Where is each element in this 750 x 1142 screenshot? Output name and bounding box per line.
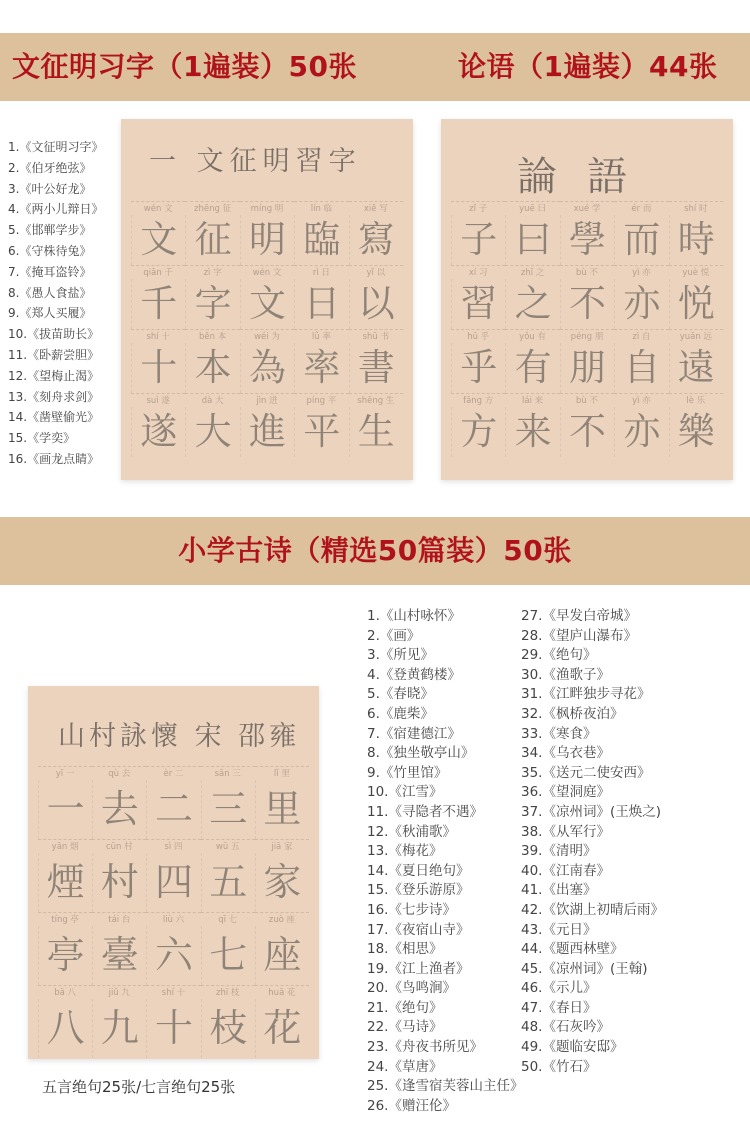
pinyin-label: xiě 写 — [349, 201, 403, 215]
pinyin-label: lǐ 里 — [255, 766, 309, 780]
poem-caption: 五言绝句25张/七言绝句25张 — [42, 1078, 236, 1096]
list-item: 24.《草唐》 — [367, 1058, 443, 1075]
list-item: 18.《相思》 — [367, 941, 443, 958]
character-cell — [38, 985, 92, 1058]
tracing-character: 二 — [146, 780, 200, 839]
tracing-character: 三 — [201, 780, 255, 839]
character-cell — [451, 265, 505, 329]
list-item: 16.《画龙点睛》 — [8, 451, 100, 466]
tracing-character: 遂 — [131, 407, 185, 457]
list-item: 20.《鸟鸣涧》 — [367, 980, 456, 997]
character-cell — [185, 265, 239, 329]
tracing-character: 方 — [451, 407, 505, 457]
character-cell — [201, 985, 255, 1058]
pinyin-label: zǐ 子 — [451, 201, 505, 215]
character-cell — [92, 912, 146, 985]
pinyin-label: suì 遂 — [131, 393, 185, 407]
list-item: 34.《乌衣巷》 — [521, 745, 610, 762]
tracing-character: 五 — [201, 853, 255, 912]
list-item: 12.《秋浦歌》 — [367, 823, 456, 840]
pinyin-label: zhēng 征 — [185, 201, 239, 215]
tracing-character: 臨 — [294, 215, 348, 265]
pinyin-label: xí 习 — [451, 265, 505, 279]
pinyin-label: wǔ 五 — [201, 839, 255, 853]
character-cell — [614, 329, 668, 393]
character-cell — [349, 265, 403, 329]
list-item: 44.《题西林壁》 — [521, 941, 624, 958]
tracing-character: 村 — [92, 853, 146, 912]
character-cell — [185, 329, 239, 393]
character-cell — [201, 839, 255, 912]
character-cell — [131, 201, 185, 265]
character-cell — [131, 265, 185, 329]
list-item: 7.《掩耳盗铃》 — [8, 264, 92, 279]
pinyin-label: huā 花 — [255, 985, 309, 999]
list-item: 8.《独坐敬亭山》 — [367, 745, 475, 762]
tracing-character: 生 — [349, 407, 403, 457]
tracing-character: 而 — [614, 215, 668, 265]
tracing-character: 學 — [560, 215, 614, 265]
tracing-character: 平 — [294, 407, 348, 457]
pinyin-label: yī 一 — [38, 766, 92, 780]
character-cell — [560, 329, 614, 393]
pinyin-label: liù 六 — [146, 912, 200, 926]
list-item: 13.《梅花》 — [367, 843, 443, 860]
character-cell — [294, 201, 348, 265]
tracing-character: 亦 — [614, 279, 668, 329]
character-cell — [240, 393, 294, 457]
pinyin-label: shí 时 — [669, 201, 723, 215]
character-cell — [505, 329, 559, 393]
list-item: 49.《题临安邸》 — [521, 1039, 624, 1056]
character-cell — [185, 393, 239, 457]
sheet-title: 一 文征明習字 — [149, 146, 362, 177]
character-cell — [451, 393, 505, 457]
pinyin-label: yì 亦 — [614, 265, 668, 279]
poem-practice-sheet — [28, 686, 319, 1059]
character-cell — [669, 201, 723, 265]
list-item: 50.《竹石》 — [521, 1058, 597, 1075]
pinyin-label: yuè 悦 — [669, 265, 723, 279]
pinyin-label: qiān 千 — [131, 265, 185, 279]
list-item: 37.《凉州词》(王焕之) — [521, 803, 662, 820]
poem-list-column-2 — [521, 607, 664, 1077]
character-cell — [240, 201, 294, 265]
list-item: 3.《所见》 — [367, 647, 434, 664]
tracing-character: 之 — [505, 279, 559, 329]
tracing-character: 来 — [505, 407, 559, 457]
pinyin-label: péng 朋 — [560, 329, 614, 343]
list-item: 10.《江雪》 — [367, 784, 443, 801]
tracing-character: 有 — [505, 343, 559, 393]
tracing-character: 乎 — [451, 343, 505, 393]
list-item: 42.《饮湖上初晴后雨》 — [521, 901, 664, 918]
tracing-character: 文 — [131, 215, 185, 265]
tracing-character: 本 — [185, 343, 239, 393]
pinyin-label: xué 学 — [560, 201, 614, 215]
poem-list-column-1 — [367, 607, 523, 1116]
character-cell — [294, 329, 348, 393]
character-grid — [38, 766, 309, 1058]
list-item: 6.《守株待兔》 — [8, 243, 92, 258]
tracing-character: 八 — [38, 999, 92, 1058]
lunyu-banner-title: 论语（1遍装）44张 — [458, 50, 718, 83]
pinyin-label: míng 明 — [240, 201, 294, 215]
list-item: 5.《春晓》 — [367, 686, 434, 703]
banner-top — [0, 33, 750, 101]
pinyin-label: yì 亦 — [614, 393, 668, 407]
poems-banner-title: 小学古诗（精选50篇装）50张 — [178, 534, 572, 567]
character-cell — [349, 201, 403, 265]
pinyin-label: zì 字 — [185, 265, 239, 279]
character-cell — [92, 766, 146, 839]
pinyin-label: jìn 进 — [240, 393, 294, 407]
character-cell — [294, 265, 348, 329]
character-cell — [146, 985, 200, 1058]
list-item: 3.《叶公好龙》 — [8, 181, 92, 196]
tracing-character: 文 — [240, 279, 294, 329]
character-cell — [38, 766, 92, 839]
pinyin-label: shēng 生 — [349, 393, 403, 407]
list-item: 25.《逢雪宿芙蓉山主任》 — [367, 1078, 524, 1095]
pinyin-label: cūn 村 — [92, 839, 146, 853]
tracing-character: 率 — [294, 343, 348, 393]
character-cell — [560, 265, 614, 329]
list-item: 32.《枫桥夜泊》 — [521, 705, 624, 722]
list-item: 28.《望庐山瀑布》 — [521, 627, 637, 644]
tracing-character: 座 — [255, 926, 309, 985]
tracing-character: 為 — [240, 343, 294, 393]
tracing-character: 自 — [614, 343, 668, 393]
list-item: 21.《绝句》 — [367, 999, 443, 1016]
character-cell — [92, 839, 146, 912]
pinyin-label: lǜ 率 — [294, 329, 348, 343]
tracing-character: 朋 — [560, 343, 614, 393]
tracing-character: 不 — [560, 407, 614, 457]
character-cell — [255, 839, 309, 912]
tracing-character: 十 — [131, 343, 185, 393]
tracing-character: 十 — [146, 999, 200, 1058]
pinyin-label: píng 平 — [294, 393, 348, 407]
pinyin-label: bā 八 — [38, 985, 92, 999]
pinyin-label: zuò 座 — [255, 912, 309, 926]
character-cell — [614, 393, 668, 457]
pinyin-label: zì 自 — [614, 329, 668, 343]
tracing-character: 花 — [255, 999, 309, 1058]
list-item: 31.《江畔独步寻花》 — [521, 686, 651, 703]
tracing-character: 千 — [131, 279, 185, 329]
tracing-character: 征 — [185, 215, 239, 265]
tracing-character: 亭 — [38, 926, 92, 985]
character-cell — [451, 201, 505, 265]
list-item: 4.《登黄鹤楼》 — [367, 666, 461, 683]
pinyin-label: lè 乐 — [669, 393, 723, 407]
banner-poems — [0, 517, 750, 585]
list-item: 46.《示儿》 — [521, 980, 597, 997]
list-item: 38.《从军行》 — [521, 823, 610, 840]
list-item: 14.《凿壁偷光》 — [8, 410, 100, 425]
list-item: 1.《文征明习字》 — [8, 140, 104, 154]
tracing-character: 進 — [240, 407, 294, 457]
pinyin-label: dà 大 — [185, 393, 239, 407]
tracing-character: 家 — [255, 853, 309, 912]
pinyin-label: zhī 之 — [505, 265, 559, 279]
sheet-title: 山村詠懷 宋 邵雍 — [58, 721, 301, 752]
list-item: 45.《凉州词》(王翰) — [521, 960, 648, 977]
list-item: 36.《望洞庭》 — [521, 784, 610, 801]
tracing-character: 子 — [451, 215, 505, 265]
tracing-character: 四 — [146, 853, 200, 912]
tracing-character: 七 — [201, 926, 255, 985]
pinyin-label: zhī 枝 — [201, 985, 255, 999]
tracing-character: 日 — [294, 279, 348, 329]
tracing-character: 臺 — [92, 926, 146, 985]
tracing-character: 煙 — [38, 853, 92, 912]
wenzheng-practice-sheet — [121, 119, 413, 480]
character-cell — [349, 329, 403, 393]
character-cell — [255, 766, 309, 839]
character-cell — [146, 912, 200, 985]
character-cell — [255, 912, 309, 985]
list-item: 15.《学奕》 — [8, 431, 76, 446]
tracing-character: 曰 — [505, 215, 559, 265]
tracing-character: 里 — [255, 780, 309, 839]
list-item: 35.《送元二使安西》 — [521, 764, 651, 781]
character-cell — [92, 985, 146, 1058]
list-item: 12.《望梅止渴》 — [8, 368, 100, 383]
list-item: 5.《邯郸学步》 — [8, 223, 92, 238]
character-cell — [38, 839, 92, 912]
pinyin-label: shí 十 — [146, 985, 200, 999]
pinyin-label: lín 临 — [294, 201, 348, 215]
list-item: 13.《刻舟求剑》 — [8, 389, 100, 404]
pinyin-label: tíng 亭 — [38, 912, 92, 926]
list-item: 29.《绝句》 — [521, 647, 597, 664]
pinyin-label: yān 烟 — [38, 839, 92, 853]
list-item: 11.《卧薪尝胆》 — [8, 347, 100, 362]
sheet-title: 論語 — [517, 154, 657, 200]
character-cell — [614, 265, 668, 329]
pinyin-label: jiǔ 九 — [92, 985, 146, 999]
list-item: 8.《愚人食盐》 — [8, 285, 92, 300]
wenzheng-banner-title: 文征明习字（1遍装）50张 — [12, 50, 357, 83]
list-item: 19.《江上渔者》 — [367, 960, 470, 977]
list-item: 14.《夏日绝句》 — [367, 862, 470, 879]
list-item: 17.《夜宿山寺》 — [367, 921, 470, 938]
tracing-character: 九 — [92, 999, 146, 1058]
list-item: 27.《早发白帝城》 — [521, 608, 637, 624]
character-cell — [451, 329, 505, 393]
list-item: 1.《山村咏怀》 — [367, 608, 461, 624]
list-item: 39.《清明》 — [521, 843, 597, 860]
list-item: 15.《登乐游原》 — [367, 882, 470, 899]
tracing-character: 悦 — [669, 279, 723, 329]
pinyin-label: yuē 曰 — [505, 201, 559, 215]
tracing-character: 習 — [451, 279, 505, 329]
character-cell — [669, 393, 723, 457]
list-item: 40.《江南春》 — [521, 862, 610, 879]
character-cell — [669, 329, 723, 393]
character-cell — [255, 985, 309, 1058]
list-item: 16.《七步诗》 — [367, 901, 456, 918]
character-grid — [451, 201, 723, 457]
character-cell — [505, 201, 559, 265]
character-cell — [131, 393, 185, 457]
list-item: 10.《拔苗助长》 — [8, 327, 100, 342]
list-item: 2.《画》 — [367, 627, 421, 644]
pinyin-label: shí 十 — [131, 329, 185, 343]
pinyin-label: běn 本 — [185, 329, 239, 343]
pinyin-label: yuǎn 远 — [669, 329, 723, 343]
character-cell — [505, 265, 559, 329]
character-cell — [560, 393, 614, 457]
list-item: 9.《竹里馆》 — [367, 764, 448, 781]
character-cell — [669, 265, 723, 329]
character-cell — [614, 201, 668, 265]
pinyin-label: shū 书 — [349, 329, 403, 343]
lunyu-practice-sheet — [441, 119, 733, 480]
character-cell — [146, 839, 200, 912]
list-item: 47.《春日》 — [521, 999, 597, 1016]
pinyin-label: rì 日 — [294, 265, 348, 279]
tracing-character: 遠 — [669, 343, 723, 393]
pinyin-label: qī 七 — [201, 912, 255, 926]
tracing-character: 亦 — [614, 407, 668, 457]
pinyin-label: wéi 为 — [240, 329, 294, 343]
character-cell — [349, 393, 403, 457]
list-item: 7.《宿建德江》 — [367, 725, 461, 742]
character-cell — [131, 329, 185, 393]
pinyin-label: qù 去 — [92, 766, 146, 780]
pinyin-label: wén 文 — [240, 265, 294, 279]
pinyin-label: jiā 家 — [255, 839, 309, 853]
tracing-character: 枝 — [201, 999, 255, 1058]
pinyin-label: ér 而 — [614, 201, 668, 215]
list-item: 30.《渔歌子》 — [521, 666, 610, 683]
tracing-character: 六 — [146, 926, 200, 985]
list-item: 41.《出塞》 — [521, 882, 597, 899]
tracing-character: 不 — [560, 279, 614, 329]
list-item: 11.《寻隐者不遇》 — [367, 803, 483, 820]
tracing-character: 去 — [92, 780, 146, 839]
pinyin-label: bù 不 — [560, 393, 614, 407]
list-item: 6.《鹿柴》 — [367, 705, 434, 722]
list-item: 33.《寒食》 — [521, 725, 597, 742]
character-cell — [38, 912, 92, 985]
pinyin-label: tái 台 — [92, 912, 146, 926]
tracing-character: 寫 — [349, 215, 403, 265]
pinyin-label: yǐ 以 — [349, 265, 403, 279]
wenzheng-contents-list — [8, 137, 103, 470]
pinyin-label: wén 文 — [131, 201, 185, 215]
character-cell — [294, 393, 348, 457]
list-item: 26.《赠汪伦》 — [367, 1097, 456, 1114]
character-cell — [146, 766, 200, 839]
character-cell — [240, 265, 294, 329]
tracing-character: 一 — [38, 780, 92, 839]
pinyin-label: lái 来 — [505, 393, 559, 407]
pinyin-label: hū 乎 — [451, 329, 505, 343]
pinyin-label: sān 三 — [201, 766, 255, 780]
pinyin-label: bù 不 — [560, 265, 614, 279]
pinyin-label: yǒu 有 — [505, 329, 559, 343]
character-cell — [185, 201, 239, 265]
list-item: 9.《郑人买履》 — [8, 306, 92, 321]
tracing-character: 大 — [185, 407, 239, 457]
character-cell — [201, 766, 255, 839]
list-item: 23.《舟夜书所见》 — [367, 1039, 483, 1056]
tracing-character: 時 — [669, 215, 723, 265]
pinyin-label: sì 四 — [146, 839, 200, 853]
character-cell — [505, 393, 559, 457]
tracing-character: 以 — [349, 279, 403, 329]
pinyin-label: fāng 方 — [451, 393, 505, 407]
list-item: 48.《石灰吟》 — [521, 1019, 610, 1036]
list-item: 4.《两小儿辩日》 — [8, 202, 104, 217]
list-item: 43.《元日》 — [521, 921, 597, 938]
tracing-character: 明 — [240, 215, 294, 265]
character-grid — [131, 201, 403, 457]
tracing-character: 樂 — [669, 407, 723, 457]
tracing-character: 字 — [185, 279, 239, 329]
character-cell — [201, 912, 255, 985]
character-cell — [560, 201, 614, 265]
pinyin-label: èr 二 — [146, 766, 200, 780]
list-item: 22.《马诗》 — [367, 1019, 443, 1036]
list-item: 2.《伯牙绝弦》 — [8, 160, 92, 175]
character-cell — [240, 329, 294, 393]
tracing-character: 書 — [349, 343, 403, 393]
